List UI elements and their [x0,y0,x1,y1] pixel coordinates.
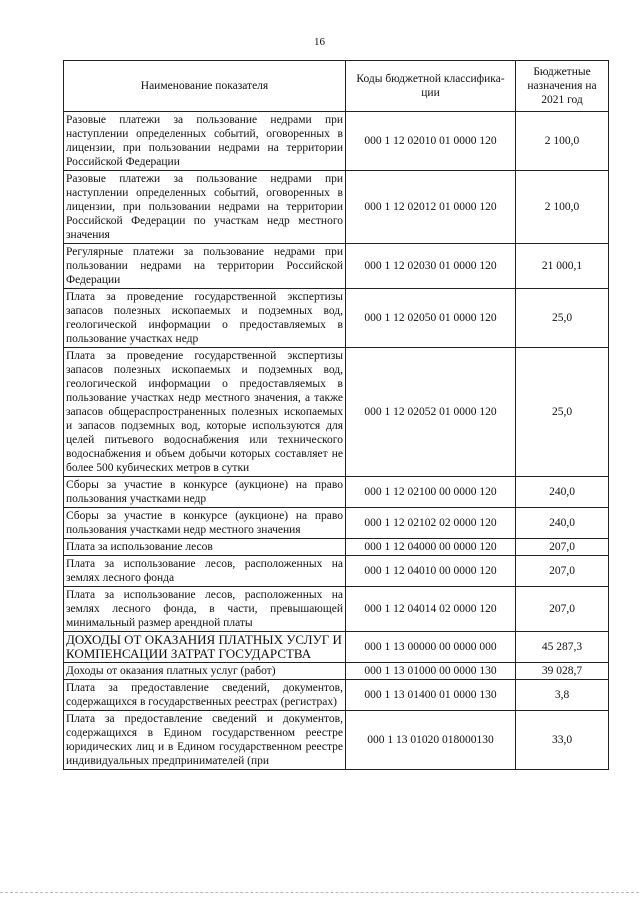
row-value: 3,8 [516,680,609,711]
row-code: 000 1 12 02010 01 0000 120 [346,112,516,171]
row-name: Сборы за участие в конкурсе (аукционе) на право пользования участками недр [64,477,346,508]
table-row [64,289,609,348]
table-row [64,711,609,770]
row-value: 45 287,3 [516,632,609,663]
row-name: ДОХОДЫ ОТ ОКАЗАНИЯ ПЛАТНЫХ УСЛУГ И КОМПЕНСАЦИИ ЗАТРАТ ГОСУДАРСТВА [64,632,346,663]
row-code: 000 1 13 01400 01 0000 130 [346,680,516,711]
row-code: 000 1 12 02052 01 0000 120 [346,348,516,477]
row-value: 25,0 [516,289,609,348]
table-row [64,112,609,171]
row-code: 000 1 12 02030 01 0000 120 [346,244,516,289]
row-value: 240,0 [516,508,609,539]
table-row [64,587,609,632]
table-row [64,348,609,477]
row-name: Плата за использование лесов, расположенных на землях лесного фонда [64,556,346,587]
row-value: 25,0 [516,348,609,477]
row-value: 21 000,1 [516,244,609,289]
row-name: Плата за предоставление сведений и документов, содержащихся в Едином государственном реестре юридических лиц и в Едином государственном реестре индивидуальных предпринимателей (при [64,711,346,770]
table-row [64,680,609,711]
page-bottom-divider [0,892,639,893]
row-name: Доходы от оказания платных услуг (работ) [64,663,346,680]
table-row [64,477,609,508]
table-row-section [64,632,609,663]
row-value: 207,0 [516,556,609,587]
table-row [64,508,609,539]
row-name: Разовые платежи за пользование недрами при наступлении определенных событий, оговоренных в лицензии, при пользовании недрами на территории Российской Федерации по участкам недр местного значения [64,171,346,244]
row-code: 000 1 13 00000 00 0000 000 [346,632,516,663]
table-row [64,539,609,556]
row-code: 000 1 12 04000 00 0000 120 [346,539,516,556]
row-code: 000 1 13 01020 018000130 [346,711,516,770]
table-row [64,171,609,244]
row-name: Плата за использование лесов, расположенных на землях лесного фонда, в части, превышающей минимальный размер арендной платы [64,587,346,632]
row-value: 2 100,0 [516,171,609,244]
row-value: 33,0 [516,711,609,770]
table-row [64,663,609,680]
row-value: 2 100,0 [516,112,609,171]
row-code: 000 1 12 04010 00 0000 120 [346,556,516,587]
row-name: Плата за проведение государственной экспертизы запасов полезных ископаемых и подземных вод, геологической информации о предоставляемых в пользование участках недр местного значения, а также запасов общераспространенных полезных ископаемых и запасов подземных вод, которые используются для целей питьевого водоснабжения или технического водоснабжения и объем добычи которых составляет не более 500 кубических метров в сутки [64,348,346,477]
row-name: Разовые платежи за пользование недрами при наступлении определенных событий, оговоренных в лицензии, при пользовании недрами на территории Российской Федерации [64,112,346,171]
row-value: 207,0 [516,539,609,556]
page-number: 16 [314,36,325,48]
row-code: 000 1 12 02102 02 0000 120 [346,508,516,539]
row-name: Регулярные платежи за пользование недрами при пользовании недрами на территории Российской Федерации [64,244,346,289]
row-code: 000 1 12 02100 00 0000 120 [346,477,516,508]
row-code: 000 1 13 01000 00 0000 130 [346,663,516,680]
table-row [64,244,609,289]
row-code: 000 1 12 02012 01 0000 120 [346,171,516,244]
row-name: Плата за проведение государственной экспертизы запасов полезных ископаемых и подземных вод, геологической информации о предоставляемых в пользование участках недр [64,289,346,348]
header-name: Наименование показателя [64,61,346,112]
header-value: Бюджетные назначения на 2021 год [516,61,609,112]
row-code: 000 1 12 04014 02 0000 120 [346,587,516,632]
row-name: Плата за использование лесов [64,539,346,556]
row-name: Плата за предоставление сведений, документов, содержащихся в государственных реестрах (регистрах) [64,680,346,711]
table-header-row [64,61,609,112]
table-row [64,556,609,587]
row-value: 240,0 [516,477,609,508]
row-value: 39 028,7 [516,663,609,680]
row-code: 000 1 12 02050 01 0000 120 [346,289,516,348]
row-name: Сборы за участие в конкурсе (аукционе) на право пользования участками недр местного значения [64,508,346,539]
header-code: Коды бюджетной классифика-ции [346,61,516,112]
row-value: 207,0 [516,587,609,632]
budget-table [63,60,609,770]
